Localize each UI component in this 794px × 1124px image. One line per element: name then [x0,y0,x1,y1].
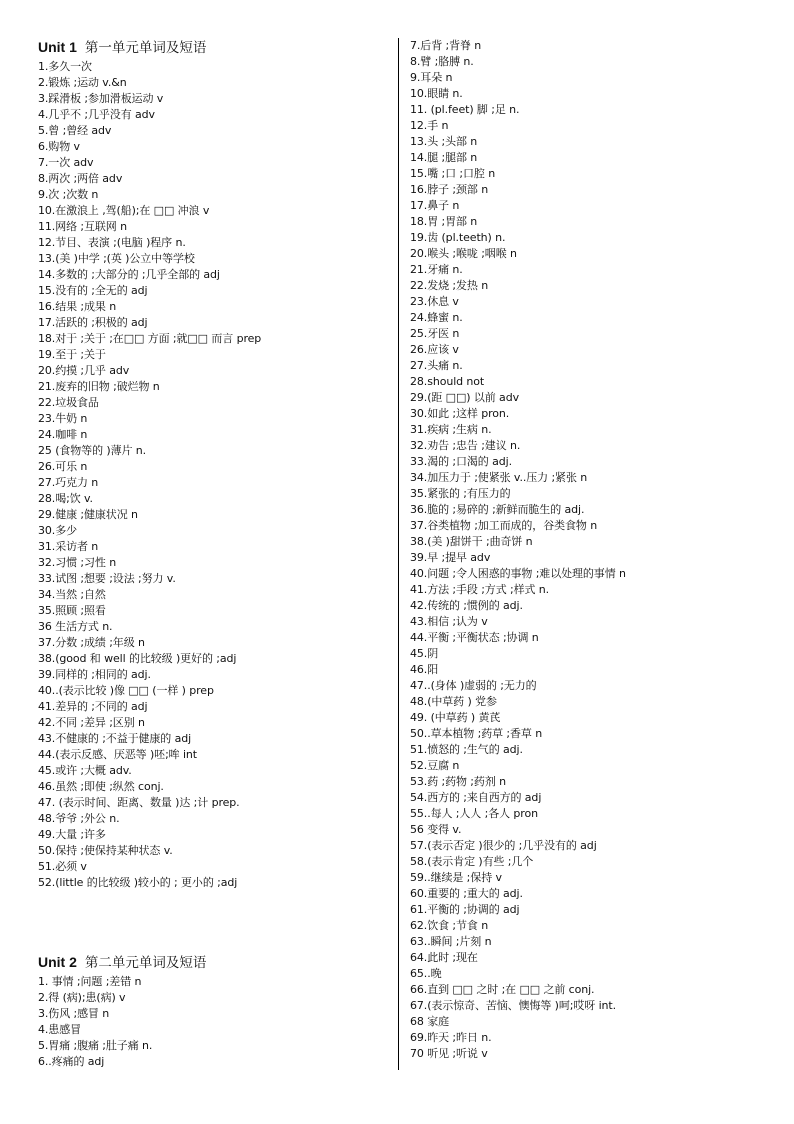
vocab-item: 15.嘴 ;口 ;口腔 n [410,167,496,180]
vocab-item: 50.保持 ;使保持某种状态 v. [38,844,173,857]
vocab-item: 41.差异的 ;不同的 adj [38,700,148,713]
vocab-item: 70 听见 ;听说 v [410,1047,488,1060]
vocab-item: 29.(距 □□) 以前 adv [410,391,519,404]
vocab-item: 6..疼痛的 adj [38,1055,105,1068]
vocab-item: 48.(中草药 ) 党参 [410,695,497,708]
vocab-item: 61.平衡的 ;协调的 adj [410,903,520,916]
vocab-item: 59..继续是 ;保持 v [410,871,502,884]
vocab-item: 23.牛奶 n [38,412,88,425]
vocab-item: 52.豆腐 n [410,759,460,772]
vocab-item: 3.踩滑板 ;参加滑板运动 v [38,92,164,105]
vocab-item: 20.喉头 ;喉咙 ;咽喉 n [410,247,517,260]
vocab-item: 19.至于 ;关于 [38,348,106,361]
vocab-item: 24.咖啡 n [38,428,88,441]
vocab-item: 5.曾 ;曾经 adv [38,124,112,137]
vocab-item: 28.喝;饮 v. [38,492,93,505]
right-column [410,38,780,1062]
vocab-item: 12.节目、表演 ;(电脑 )程序 n. [38,236,186,249]
vocab-item: 2.得 (病);患(病) v [38,991,126,1004]
vocab-item: 16.结果 ;成果 n [38,300,117,313]
vocab-item: 33.试图 ;想要 ;设法 ;努力 v. [38,572,176,585]
vocab-item: 21.牙痛 n. [410,263,463,276]
vocab-item: 53.药 ;药物 ;药剂 n [410,775,506,788]
vocab-item: 38.(美 )甜饼干 ;曲奇饼 n [410,535,533,548]
vocab-item: 65..晚 [410,967,442,980]
vocab-item: 24.蜂蜜 n. [410,311,463,324]
vocab-item: 21.废弃的旧物 ;破烂物 n [38,380,160,393]
vocab-item: 48.爷爷 ;外公 n. [38,812,120,825]
vocab-item: 30.如此 ;这样 pron. [410,407,510,420]
vocab-item: 11. (pl.feet) 脚 ;足 n. [410,103,520,116]
vocab-item: 4.几乎不 ;几乎没有 adv [38,108,155,121]
vocab-item: 28.should not [410,375,485,388]
vocab-item: 13.头 ;头部 n [410,135,478,148]
vocab-item: 49. (中草药 ) 黄芪 [410,711,501,724]
vocab-item: 20.约摸 ;几乎 adv [38,364,130,377]
vocab-item: 10.在激浪上 ,驾(船);在 □□ 冲浪 v [38,204,210,217]
vocab-item: 44.平衡 ;平衡状态 ;协调 n [410,631,539,644]
vocab-item: 22.垃圾食品 [38,396,99,409]
vocab-item: 31.疾病 ;生病 n. [410,423,492,436]
vocab-item: 52.(little 的比较级 )较小的 ; 更小的 ;adj [38,876,238,889]
vocab-item: 19.齿 (pl.teeth) n. [410,231,506,244]
vocab-item: 27.巧克力 n [38,476,99,489]
vocab-item: 36.脆的 ;易碎的 ;新鲜而脆生的 adj. [410,503,585,516]
vocab-item: 51.愤怒的 ;生气的 adj. [410,743,523,756]
unit2-vocab-list-left [38,974,388,1070]
unit1-title-zh: 第一单元单词及短语 [84,40,207,56]
vocab-item: 46.阳 [410,663,439,676]
vocab-item: 60.重要的 ;重大的 adj. [410,887,523,900]
vocab-item: 68 家庭 [410,1015,449,1028]
unit2-heading [38,953,388,972]
vocab-item: 5.胃痛 ;腹痛 ;肚子痛 n. [38,1039,153,1052]
vocab-item: 62.饮食 ;节食 n [410,919,489,932]
vocab-item: 25.牙医 n [410,327,460,340]
vocab-item: 27.头痛 n. [410,359,463,372]
left-column [38,38,388,1070]
vocab-item: 37.谷类植物 ;加工而成的，谷类食物 n [410,519,598,532]
vocab-item: 26.应该 v [410,343,459,356]
vocab-item: 37.分数 ;成绩 ;年级 n [38,636,145,649]
unit1-vocab-list [38,59,388,891]
vocab-item: 7.后背 ;背脊 n [410,39,482,52]
vocab-item: 3.伤风 ;感冒 n [38,1007,110,1020]
vocab-item: 45.阴 [410,647,439,660]
vocab-item: 35.紧张的 ;有压力的 [410,487,511,500]
vocab-item: 17.鼻子 n [410,199,460,212]
vocab-item: 8.臂 ;胳膊 n. [410,55,474,68]
vocab-item: 66.直到 □□ 之时 ;在 □□ 之前 conj. [410,983,595,996]
vocab-item: 29.健康 ;健康状况 n [38,508,138,521]
vocab-item: 16.脖子 ;颈部 n [410,183,489,196]
vocab-item: 57.(表示否定 )很少的 ;几乎没有的 adj [410,839,597,852]
vocab-item: 34.当然 ;自然 [38,588,106,601]
vocab-item: 41.方法 ;手段 ;方式 ;样式 n. [410,583,550,596]
vocab-item: 51.必须 v [38,860,87,873]
vocab-item: 64.此时 ;现在 [410,951,478,964]
vocab-item: 6.购物 v [38,140,80,153]
vocab-item: 49.大量 ;许多 [38,828,106,841]
vocab-item: 35.照顾 ;照看 [38,604,106,617]
vocab-item: 45.或许 ;大概 adv. [38,764,132,777]
vocab-item: 26.可乐 n [38,460,88,473]
vocab-item: 67.(表示惊奇、苦恼、懊悔等 )呵;哎呀 int. [410,999,617,1012]
vocab-item: 18.胃 ;胃部 n [410,215,478,228]
vocab-item: 9.次 ;次数 n [38,188,99,201]
unit2-title-zh: 第二单元单词及短语 [84,955,207,971]
unit2-title-en: Unit 2 [38,954,77,970]
vocab-item: 40..(表示比较 )像 □□ (一样 ) prep [38,684,214,697]
vocab-item: 14.腿 ;腿部 n [410,151,478,164]
section-gap [38,891,388,953]
vocab-item: 55..每人 ;人人 ;各人 pron [410,807,538,820]
vocab-item: 15.没有的 ;全无的 adj [38,284,148,297]
vocab-item: 17.活跃的 ;积极的 adj [38,316,148,329]
vocab-item: 10.眼睛 n. [410,87,463,100]
vocab-item: 4.患感冒 [38,1023,81,1036]
vocab-item: 14.多数的 ;大部分的 ;几乎全部的 adj [38,268,220,281]
vocab-item: 31.采访者 n [38,540,99,553]
vocab-item: 1.多久一次 [38,60,92,73]
vocab-item: 38.(good 和 well 的比较级 )更好的 ;adj [38,652,237,665]
vocab-item: 56 变得 v. [410,823,462,836]
vocab-item: 7.一次 adv [38,156,94,169]
unit1-title-en: Unit 1 [38,39,77,55]
column-divider [398,38,399,1070]
vocab-item: 46.虽然 ;即使 ;纵然 conj. [38,780,164,793]
vocab-item: 11.网络 ;互联网 n [38,220,127,233]
vocab-item: 39.早 ;提早 adv [410,551,491,564]
vocab-item: 12.手 n [410,119,449,132]
vocab-item: 18.对于 ;关于 ;在□□ 方面 ;就□□ 而言 prep [38,332,262,345]
vocab-item: 13.(美 )中学 ;(英 )公立中等学校 [38,252,195,265]
vocab-item: 25 (食物等的 )薄片 n. [38,444,147,457]
vocab-item: 2.锻炼 ;运动 v.&n [38,76,127,89]
vocab-item: 69.昨天 ;昨日 n. [410,1031,492,1044]
vocab-item: 50..草本植物 ;药草 ;香草 n [410,727,543,740]
vocab-item: 9.耳朵 n [410,71,453,84]
vocab-item: 58.(表示肯定 )有些 ;几个 [410,855,534,868]
unit1-heading [38,38,388,57]
vocab-item: 22.发烧 ;发热 n [410,279,489,292]
vocab-item: 33.渴的 ;口渴的 adj. [410,455,512,468]
vocab-item: 34.加压力于 ;使紧张 v..压力 ;紧张 n [410,471,588,484]
vocab-item: 1. 事情 ;问题 ;差错 n [38,975,142,988]
unit2-vocab-list-right [410,38,780,1062]
vocab-item: 44.(表示反感、厌恶等 )呸;哞 int [38,748,198,761]
vocab-item: 39.同样的 ;相同的 adj. [38,668,151,681]
vocab-item: 30.多少 [38,524,77,537]
vocab-item: 40.问题 ;令人困惑的事物 ;难以处理的事情 n [410,567,626,580]
vocab-item: 47..(身体 )虚弱的 ;无力的 [410,679,537,692]
vocab-item: 63..瞬间 ;片刻 n [410,935,492,948]
vocab-item: 32.劝告 ;忠告 ;建议 n. [410,439,521,452]
vocab-item: 43.不健康的 ;不益于健康的 adj [38,732,192,745]
vocab-item: 47. (表示时间、距离、数量 )达 ;计 prep. [38,796,240,809]
vocab-item: 43.相信 ;认为 v [410,615,488,628]
vocab-item: 32.习惯 ;习性 n [38,556,117,569]
vocab-item: 23.休息 v [410,295,459,308]
vocab-item: 42.传统的 ;惯例的 adj. [410,599,523,612]
vocab-item: 42.不同 ;差异 ;区别 n [38,716,145,729]
vocab-item: 8.两次 ;两倍 adv [38,172,123,185]
vocab-item: 36 生活方式 n. [38,620,113,633]
vocab-item: 54.西方的 ;来自西方的 adj [410,791,542,804]
